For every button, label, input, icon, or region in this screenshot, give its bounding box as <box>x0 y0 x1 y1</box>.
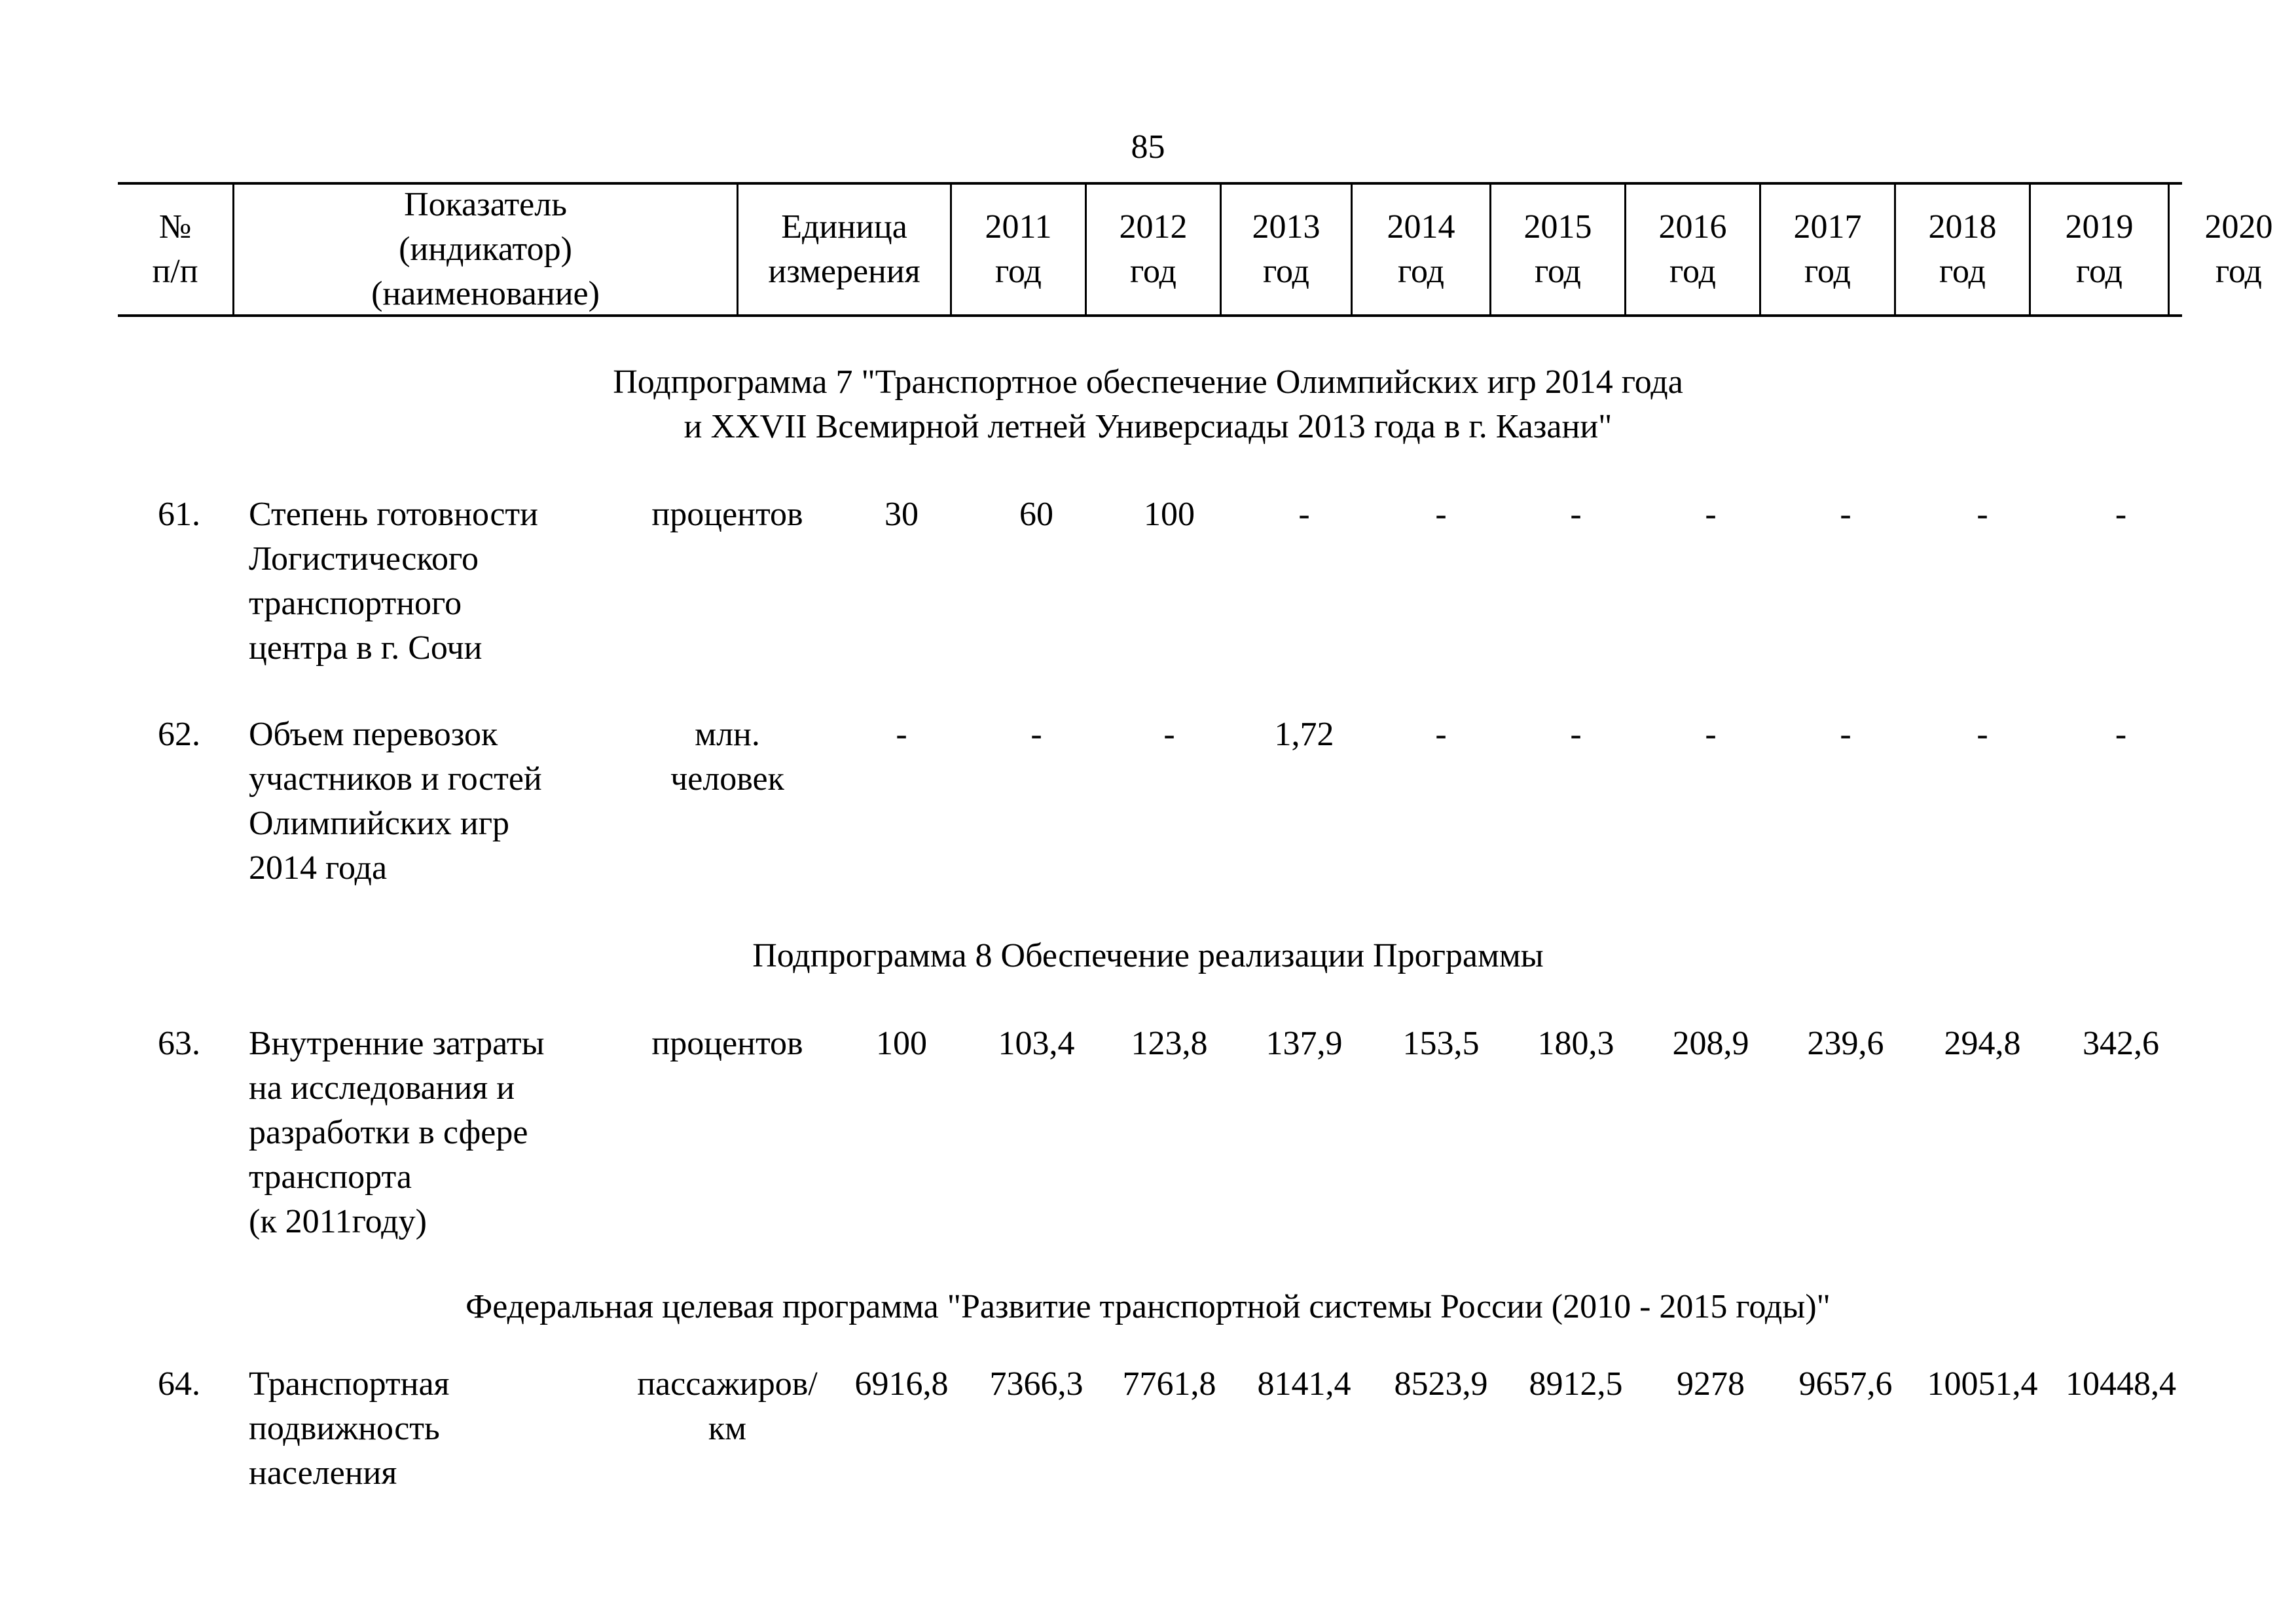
row-indicator-line: на исследования и <box>249 1069 515 1107</box>
row-indicator-line: разработки в сфере <box>249 1114 528 1151</box>
row-value-2019: - <box>1977 716 1988 753</box>
row-indicator-line: 2014 года <box>249 849 388 887</box>
row-value-2017: - <box>1705 716 1717 753</box>
row-indicator-line: транспорта <box>249 1158 412 1196</box>
row-value-2012: - <box>1030 716 1042 753</box>
row-unit-line: человек <box>670 760 784 798</box>
header-unit-line-2: измерения <box>768 253 920 290</box>
header-year-2017 <box>1761 185 1896 314</box>
row-indicator-line: транспортного <box>249 585 462 622</box>
row-number: 63. <box>158 1025 200 1062</box>
row-indicator-name <box>249 1362 449 1496</box>
section-title-federal-program <box>0 1285 2296 1329</box>
row-unit-line: км <box>708 1410 747 1447</box>
header-unit-line-1: Единица <box>781 208 907 246</box>
header-year-label: 2018 <box>1928 208 1997 246</box>
row-unit-line: процентов <box>651 496 803 533</box>
section-title-line: Федеральная целевая программа "Развитие транспортной системы России (2010 - 2015 годы)" <box>465 1288 1831 1325</box>
header-number-line-1: № <box>158 208 192 246</box>
header-year-label: 2014 <box>1387 208 1455 246</box>
row-value-2012: 7366,3 <box>989 1365 1084 1403</box>
header-year-suffix: год <box>1939 253 1986 290</box>
row-value-2020: - <box>2115 716 2127 753</box>
row-indicator-name <box>249 1022 545 1244</box>
row-indicator-line: подвижность <box>249 1410 440 1447</box>
row-indicator-line: Внутренние затраты <box>249 1025 545 1062</box>
row-unit <box>621 1022 834 1066</box>
header-year-label: 2020 <box>2204 208 2273 246</box>
header-year-suffix: год <box>1130 253 1176 290</box>
row-indicator-line: Объем перевозок <box>249 716 498 753</box>
header-indicator-line-1: Показатель <box>404 186 567 223</box>
row-value-2020: 10448,4 <box>2066 1365 2176 1403</box>
row-value-2012: 103,4 <box>998 1025 1075 1062</box>
row-value-2017: - <box>1705 496 1717 533</box>
row-value-2011: 30 <box>884 496 919 533</box>
row-value-2017: 9278 <box>1677 1365 1745 1403</box>
row-indicator-line: Олимпийских игр <box>249 805 510 842</box>
row-value-2013: 100 <box>1144 496 1195 533</box>
row-value-2014: 137,9 <box>1266 1025 1343 1062</box>
row-unit <box>621 492 834 537</box>
row-value-2018: - <box>1840 716 1851 753</box>
row-value-2018: - <box>1840 496 1851 533</box>
header-year-label: 2012 <box>1119 208 1188 246</box>
row-unit <box>621 712 834 802</box>
header-year-2018 <box>1896 185 2031 314</box>
row-value-2018: 239,6 <box>1807 1025 1884 1062</box>
header-year-label: 2011 <box>985 208 1052 246</box>
row-indicator-line: участников и гостей <box>249 760 542 798</box>
page-number: 85 <box>1131 128 1165 166</box>
row-value-2020: - <box>2115 496 2127 533</box>
row-value-2016: - <box>1570 716 1582 753</box>
row-value-2019: 10051,4 <box>1927 1365 2038 1403</box>
row-value-2017: 208,9 <box>1672 1025 1749 1062</box>
row-value-2016: - <box>1570 496 1582 533</box>
row-indicator-name <box>249 712 542 891</box>
header-year-suffix: год <box>1398 253 1444 290</box>
header-year-suffix: год <box>1535 253 1581 290</box>
header-indicator-line-2: (индикатор) <box>399 231 572 268</box>
row-indicator-line: Транспортная <box>249 1365 450 1403</box>
row-value-2015: - <box>1435 496 1447 533</box>
row-value-2014: 1,72 <box>1274 716 1334 753</box>
row-indicator-name <box>249 492 538 671</box>
header-year-2011 <box>952 185 1087 314</box>
row-value-2020: 342,6 <box>2083 1025 2159 1062</box>
header-year-2015 <box>1491 185 1626 314</box>
row-value-2015: - <box>1435 716 1447 753</box>
row-value-2013: - <box>1163 716 1175 753</box>
section-title-line: Подпрограмма 8 Обеспечение реализации Программы <box>752 937 1544 974</box>
row-value-2011: - <box>896 716 907 753</box>
row-indicator-line: Логистического <box>249 540 479 578</box>
row-value-2012: 60 <box>1019 496 1053 533</box>
header-year-2016 <box>1626 185 1761 314</box>
row-number: 61. <box>158 496 200 533</box>
row-number: 62. <box>158 716 200 753</box>
row-unit-line: пассажиров/ <box>637 1365 818 1403</box>
header-year-2013 <box>1222 185 1353 314</box>
section-title-subprogram-7 <box>0 360 2296 449</box>
header-year-label: 2013 <box>1252 208 1321 246</box>
section-title-line: и XXVII Всемирной летней Универсиады 2013 года в г. Казани" <box>683 408 1613 445</box>
header-indicator-column <box>234 185 738 314</box>
section-title-subprogram-8 <box>0 934 2296 978</box>
row-indicator-line: центра в г. Сочи <box>249 629 483 667</box>
header-indicator-line-3: (наименование) <box>371 275 600 312</box>
row-indicator-line: (к 2011году) <box>249 1203 427 1240</box>
header-number-column <box>118 185 234 314</box>
row-value-2015: 153,5 <box>1402 1025 1480 1062</box>
row-unit-line: млн. <box>695 716 760 753</box>
row-value-2011: 100 <box>876 1025 927 1062</box>
header-year-suffix: год <box>2215 253 2262 290</box>
header-year-2012 <box>1087 185 1222 314</box>
header-year-label: 2017 <box>1793 208 1862 246</box>
header-year-2020 <box>2170 185 2296 314</box>
row-value-2013: 7761,8 <box>1122 1365 1216 1403</box>
row-number: 64. <box>158 1365 200 1403</box>
header-year-2014 <box>1353 185 1491 314</box>
header-year-suffix: год <box>2076 253 2123 290</box>
header-number-line-2: п/п <box>152 253 198 290</box>
row-unit-line: процентов <box>651 1025 803 1062</box>
row-value-2016: 180,3 <box>1537 1025 1614 1062</box>
row-value-2016: 8912,5 <box>1529 1365 1623 1403</box>
header-year-label: 2019 <box>2065 208 2134 246</box>
header-unit-column <box>738 185 952 314</box>
table-header <box>118 182 2273 317</box>
header-year-suffix: год <box>1669 253 1716 290</box>
row-value-2011: 6916,8 <box>854 1365 949 1403</box>
row-value-2014: 8141,4 <box>1257 1365 1351 1403</box>
header-year-suffix: год <box>995 253 1042 290</box>
header-year-2019 <box>2031 185 2170 314</box>
section-title-line: Подпрограмма 7 "Транспортное обеспечение Олимпийских игр 2014 года <box>613 363 1683 401</box>
row-value-2013: 123,8 <box>1131 1025 1208 1062</box>
header-year-suffix: год <box>1804 253 1851 290</box>
header-year-label: 2016 <box>1658 208 1727 246</box>
row-value-2019: 294,8 <box>1944 1025 2021 1062</box>
row-indicator-line: населения <box>249 1454 397 1492</box>
header-year-label: 2015 <box>1523 208 1592 246</box>
row-value-2015: 8523,9 <box>1394 1365 1488 1403</box>
row-indicator-line: Степень готовности <box>249 496 538 533</box>
row-unit <box>621 1362 834 1451</box>
header-year-suffix: год <box>1263 253 1309 290</box>
row-value-2019: - <box>1977 496 1988 533</box>
row-value-2014: - <box>1298 496 1310 533</box>
row-value-2018: 9657,6 <box>1798 1365 1893 1403</box>
